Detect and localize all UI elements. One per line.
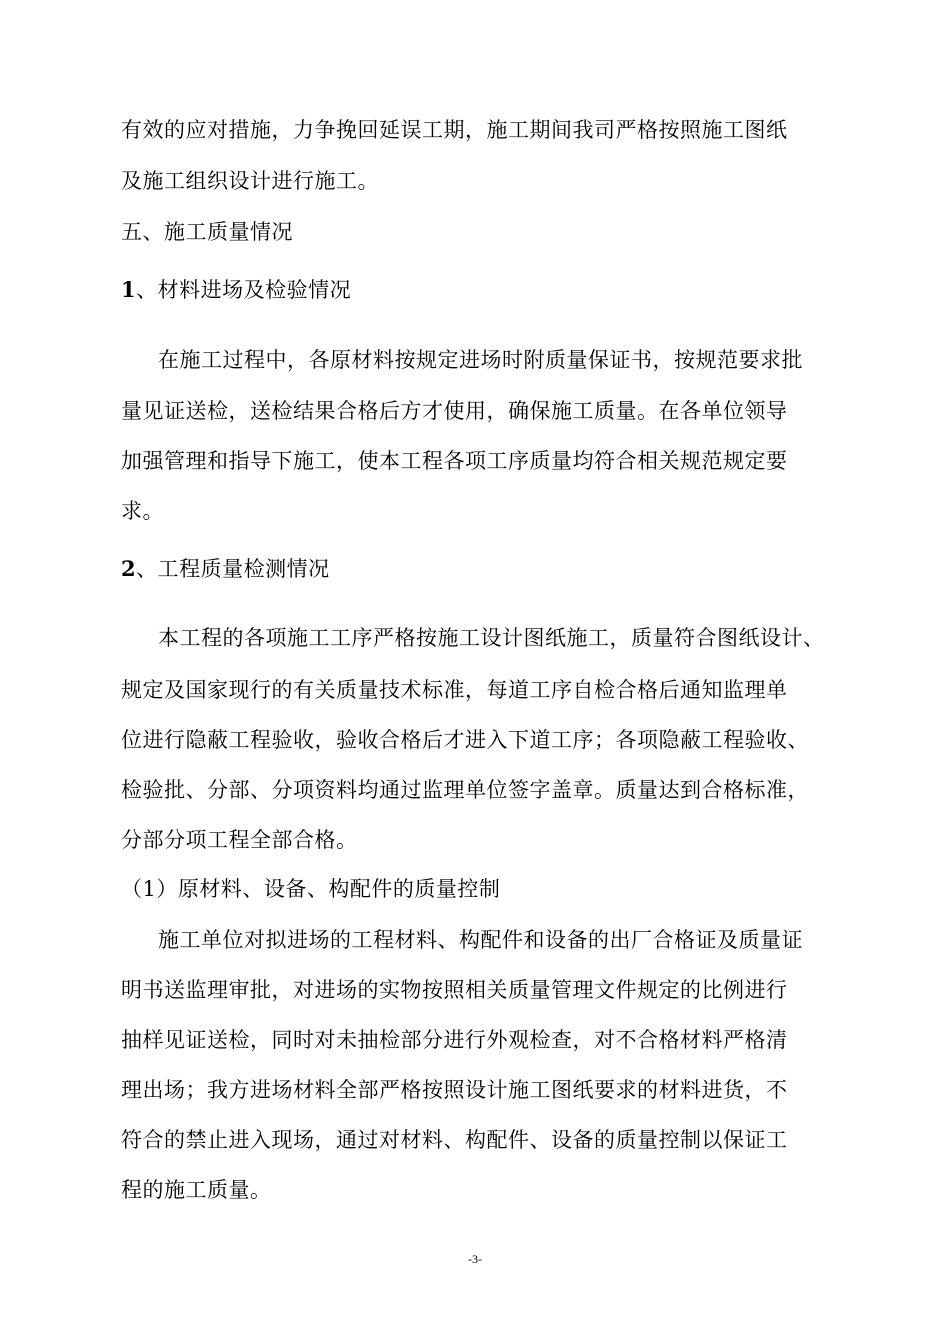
text-line: 抽样见证送检，同时对未抽检部分进行外观检查，对不合格材料严格清: [121, 1028, 788, 1052]
subheading-text: 、工程质量检测情况: [136, 557, 330, 581]
subheading-quality-testing: [121, 555, 330, 583]
text-line: 有效的应对措施，力争挽回延误工期，施工期间我司严格按照施工图纸: [121, 118, 788, 142]
text-line: 加强管理和指导下施工，使本工程各项工序质量均符合相关规范规定要: [121, 449, 788, 473]
text-line: 规定及国家现行的有关质量技术标准，每道工序自检合格后通知监理单: [121, 678, 788, 702]
sub-subheading: （1）原材料、设备、构配件的质量控制: [121, 877, 501, 901]
text-line: 检验批、分部、分项资料均通过监理单位签字盖章。质量达到合格标准，: [121, 778, 809, 802]
text-line: 求。: [121, 499, 164, 523]
subheading-number: 2: [121, 556, 137, 581]
text-line: 符合的禁止进入现场，通过对材料、构配件、设备的质量控制以保证工: [121, 1128, 788, 1152]
text-line: 施工单位对拟进场的工程材料、构配件和设备的出厂合格证及质量证: [158, 928, 803, 952]
subheading-text: 、材料进场及检验情况: [136, 278, 352, 302]
text-line: 位进行隐蔽工程验收，验收合格后才进入下道工序；各项隐蔽工程验收、: [121, 728, 809, 752]
page-number: -3-: [468, 1252, 482, 1266]
subheading-number: 1: [121, 277, 137, 302]
text-line: 在施工过程中，各原材料按规定进场时附质量保证书，按规范要求批: [158, 348, 803, 372]
text-line: 程的施工质量。: [121, 1178, 272, 1202]
text-line: 明书送监理审批，对进场的实物按照相关质量管理文件规定的比例进行: [121, 978, 788, 1002]
text-line: 分部分项工程全部合格。: [121, 828, 358, 852]
text-line: 及施工组织设计进行施工。: [121, 169, 379, 193]
text-line: 本工程的各项施工工序严格按施工设计图纸施工，质量符合图纸设计、: [158, 626, 825, 650]
text-line: 量见证送检，送检结果合格后方才使用，确保施工质量。在各单位领导: [121, 399, 788, 423]
text-line: 理出场；我方进场材料全部严格按照设计施工图纸要求的材料进货，不: [121, 1078, 788, 1102]
section-heading: 五、施工质量情况: [121, 220, 293, 244]
subheading-materials: [121, 276, 351, 304]
